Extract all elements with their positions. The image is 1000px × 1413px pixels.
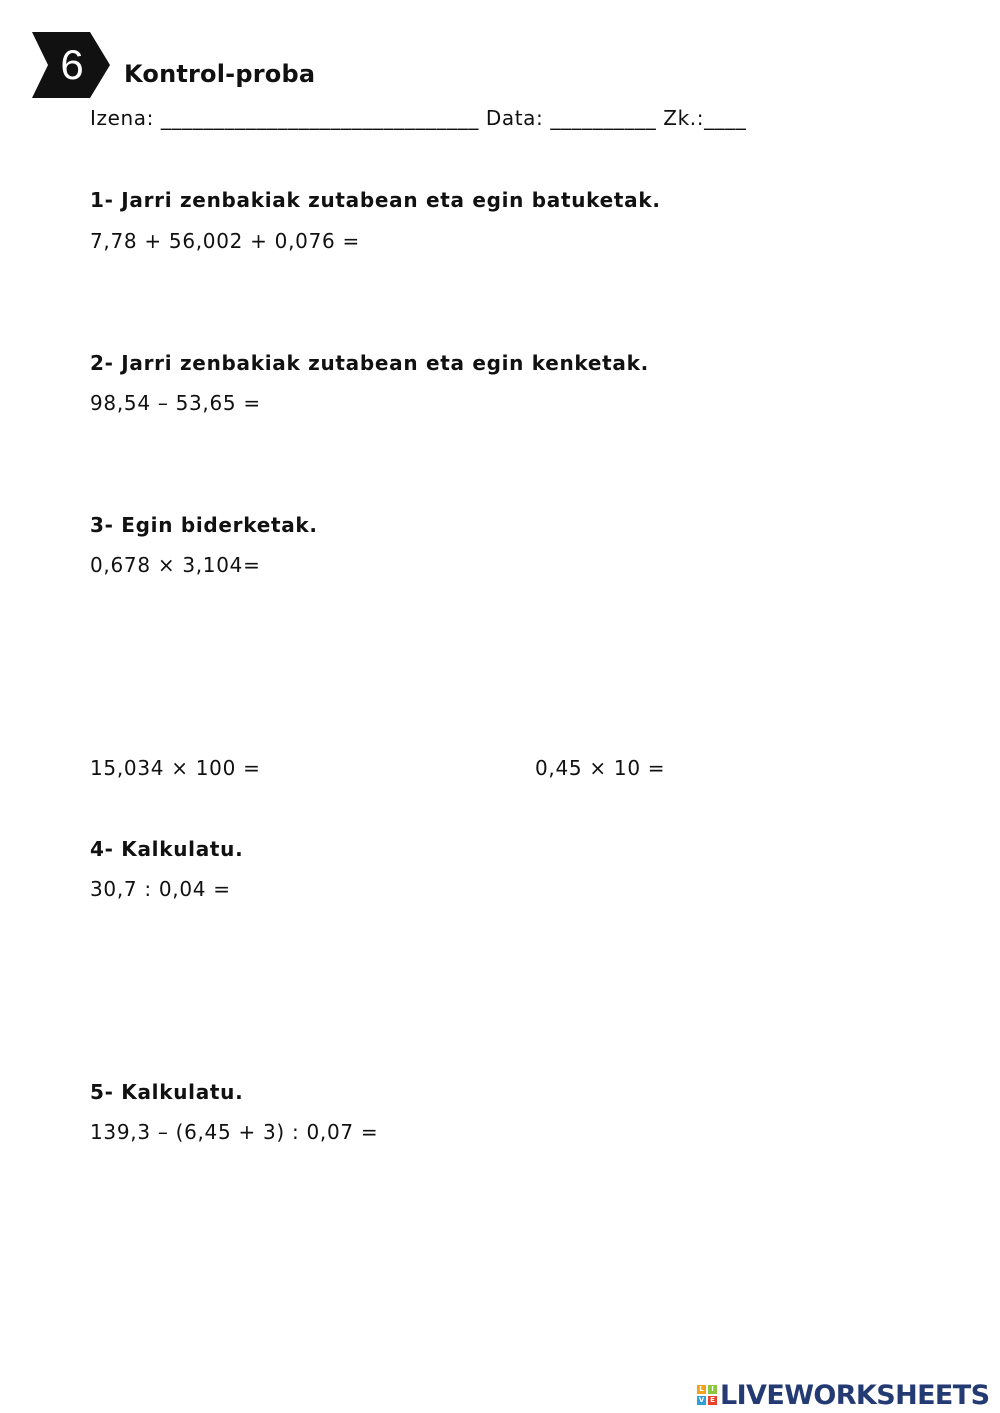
question-3-exercise-b: 15,034 × 100 = bbox=[90, 756, 261, 780]
liveworksheets-mark-icon bbox=[697, 1385, 717, 1405]
logo-mark-cell: V bbox=[698, 1396, 705, 1404]
question-4-exercise: 30,7 : 0,04 = bbox=[90, 877, 231, 901]
student-fields-line: Izena: ______________________________ Data: __________ Zk.:____ bbox=[90, 106, 747, 130]
logo-mark-cell: I bbox=[708, 1385, 717, 1394]
question-5-exercise: 139,3 – (6,45 + 3) : 0,07 = bbox=[90, 1120, 379, 1144]
liveworksheets-logo bbox=[697, 1378, 989, 1412]
question-5-label: 5- Kalkulatu. bbox=[90, 1080, 244, 1104]
question-3-exercise-a: 0,678 × 3,104= bbox=[90, 553, 261, 577]
page-title: Kontrol-proba bbox=[124, 60, 316, 88]
unit-number: 6 bbox=[60, 41, 84, 88]
question-4-label: 4- Kalkulatu. bbox=[90, 837, 244, 861]
question-3-exercise-c: 0,45 × 10 = bbox=[535, 756, 666, 780]
question-1-exercise: 7,78 + 56,002 + 0,076 = bbox=[90, 229, 360, 253]
question-2-exercise: 98,54 – 53,65 = bbox=[90, 391, 261, 415]
question-1-label: 1- Jarri zenbakiak zutabean eta egin batuketak. bbox=[90, 188, 661, 212]
logo-mark-cell: L bbox=[697, 1385, 706, 1394]
question-3-label: 3- Egin biderketak. bbox=[90, 513, 318, 537]
question-2-label: 2- Jarri zenbakiak zutabean eta egin kenketak. bbox=[90, 351, 649, 375]
unit-badge bbox=[30, 30, 112, 100]
logo-mark-cell: E bbox=[708, 1396, 717, 1405]
logo-text: LIVEWORKSHEETS bbox=[720, 1379, 990, 1411]
